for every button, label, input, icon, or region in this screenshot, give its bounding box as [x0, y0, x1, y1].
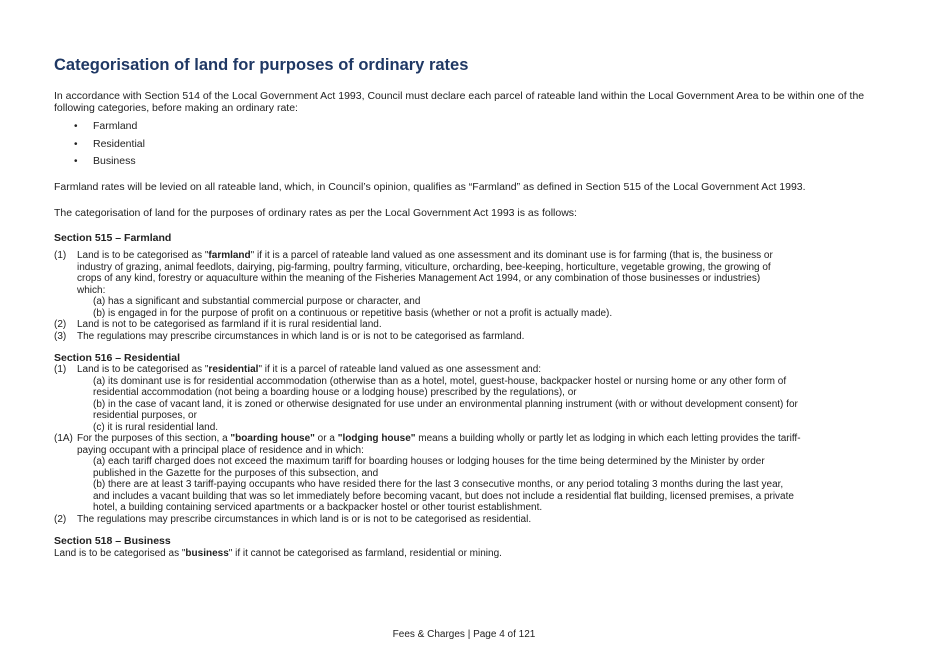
defined-term-lodging-house: "lodging house"	[337, 433, 416, 444]
clause-line: published in the Gazette for the purposes of this subsection, and	[93, 467, 379, 479]
clause-number: (2)	[54, 513, 67, 525]
clause-text: The regulations may prescribe circumstances in which land is or is not to be categorised as residential.	[77, 513, 532, 525]
clause-text: Land is to be categorised as "	[77, 250, 209, 261]
clause-text: " if it cannot be categorised as farmland, residential or mining.	[228, 548, 502, 559]
s518-clause	[54, 548, 884, 560]
clause-text: Land is not to be categorised as farmland if it is rural residential land.	[77, 319, 382, 330]
s516-clause-1	[54, 364, 884, 376]
clause-text: Land is to be categorised as "	[54, 548, 186, 559]
s515-sub-a: (a) has a significant and substantial commercial purpose or character, and	[93, 296, 421, 307]
clause-line: hotel, a building containing serviced apartments or a backpacker hostel or other tourist establishment.	[93, 502, 543, 513]
section-518-body	[54, 548, 884, 560]
defined-term-residential: residential	[208, 364, 259, 375]
clause-text: " if it is a parcel of rateable land valued as one assessment and:	[258, 364, 542, 375]
category-item-residential: • Residential	[54, 138, 145, 156]
s516-1a-sub-a: (a) each tariff charged does not exceed the maximum tariff for boarding houses or lodging houses for the time being determined by the Minister by order	[93, 456, 765, 467]
s516-sub-a: (a) its dominant use is for residential accommodation (otherwise than as a hotel, motel, guest-house, backpacker hostel or nursing home or any other form of	[93, 375, 787, 387]
section-518-heading: Section 518 – Business	[54, 535, 171, 547]
clause-line: industry of grazing, animal feedlots, dairying, pig-farming, poultry farming, viticulture, orcharding, bee-keeping, horticulture, vegetable growing, the growing of	[77, 261, 771, 273]
clause-text: means a building wholly or partly let as lodging in which each letting provides the tariff-	[415, 433, 801, 444]
s516-sub-c: (c) it is rural residential land.	[93, 421, 219, 433]
clause-number: (1A)	[54, 433, 73, 444]
s516-clause-2	[54, 514, 884, 526]
category-list	[54, 120, 145, 173]
categorisation-note: The categorisation of land for the purposes of ordinary rates as per the Local Government Act 1993 is as follows:	[54, 207, 577, 219]
category-item-farmland: • Farmland	[54, 120, 145, 138]
clause-number: (1)	[54, 250, 67, 261]
category-item-business: • Business	[54, 155, 145, 173]
section-516-heading: Section 516 – Residential	[54, 352, 181, 364]
page-title: Categorisation of land for purposes of ordinary rates	[54, 56, 469, 74]
section-516-body	[54, 364, 884, 525]
clause-number: (1)	[54, 364, 67, 375]
s516-clause-1a	[54, 433, 884, 445]
clause-text: Land is to be categorised as "	[77, 364, 209, 375]
clause-line: paying occupant with a principal place of residence and in which:	[77, 444, 364, 456]
s515-clause-1	[54, 250, 884, 262]
clause-text: For the purposes of this section, a	[77, 433, 231, 444]
clause-text: or a	[314, 433, 338, 444]
clause-line: crops of any kind, forestry or aquaculture within the meaning of the Fisheries Management Act 1994, or any combination of those businesses or industries)	[77, 273, 761, 284]
defined-term-farmland: farmland	[208, 250, 251, 261]
s516-sub-b: (b) in the case of vacant land, it is zoned or otherwise designated for use under an environmental planning instrument (with or without development consent) for	[93, 398, 798, 410]
s515-clause-3	[54, 331, 884, 343]
clause-line: residential purposes, or	[93, 410, 197, 421]
clause-number: (3)	[54, 330, 67, 342]
clause-text: " if it is a parcel of rateable land valued as one assessment and its dominant use is for farming (that is, the business or	[250, 250, 773, 261]
clause-number: (2)	[54, 319, 67, 330]
section-515-heading: Section 515 – Farmland	[54, 232, 172, 244]
defined-term-boarding-house: "boarding house"	[230, 433, 315, 444]
clause-line: which:	[77, 284, 106, 296]
s515-sub-b: (b) is engaged in for the purpose of profit on a continuous or repetitive basis (whether or not a profit is actually made).	[93, 307, 613, 319]
defined-term-business: business	[185, 548, 229, 559]
clause-line: and includes a vacant building that was so let immediately before becoming vacant, but does not include a residential flat building, licensed premises, a private	[93, 490, 794, 502]
s516-1a-sub-b: (b) there are at least 3 tariff-paying occupants who have resided there for the last 3 consecutive months, or any period totaling 3 months during the last year,	[93, 479, 784, 490]
page-footer: Fees & Charges | Page 4 of 121	[392, 629, 536, 640]
section-515-body	[54, 250, 884, 342]
s515-clause-2	[54, 319, 884, 331]
clause-text: The regulations may prescribe circumstances in which land is or is not to be categorised as farmland.	[77, 330, 525, 342]
farmland-note: Farmland rates will be levied on all rateable land, which, in Council’s opinion, qualifies as “Farmland” as defined in Section 515 of the Local Government Act 1993.	[54, 181, 806, 193]
clause-line: residential accommodation (not being a boarding house or a lodging house) prescribed by the regulations), or	[93, 387, 577, 398]
intro-paragraph: In accordance with Section 514 of the Local Government Act 1993, Council must declare each parcel of rateable land within the Local Government Area to be within one of the following categories, before making an ordinary rate:	[54, 90, 865, 114]
